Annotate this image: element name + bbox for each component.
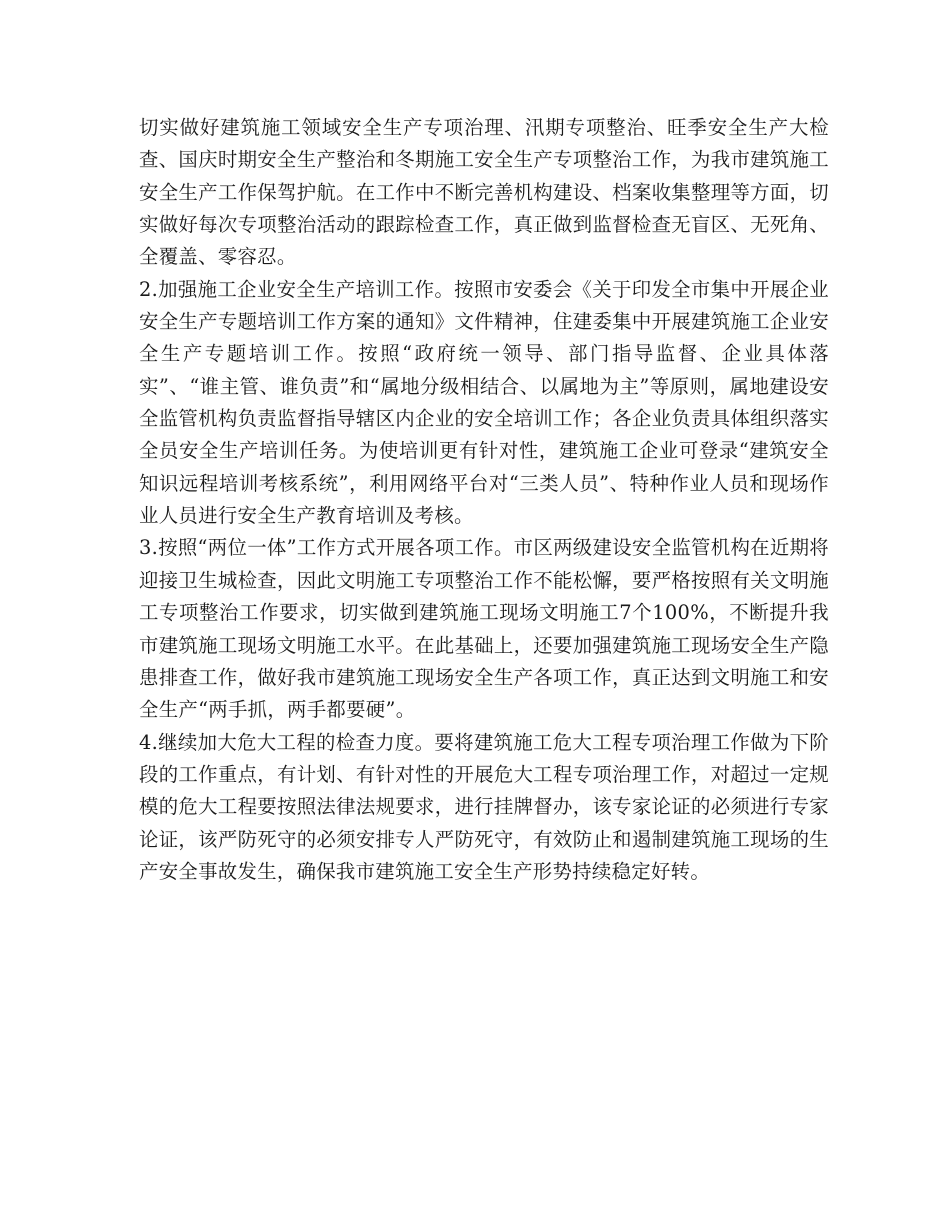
paragraph-item-3-civilized-construction: 3.按照“两位一体”工作方式开展各项工作。市区两级建设安全监管机构在近期将迎接卫生城检查，因此文明施工专项整治工作不能松懈，要严格按照有关文明施工专项整治工作要求，切实做到建筑施工现场文明施工7个100%，不断提升我市建筑施工现场文明施工水平。在此基础上，还要加强建筑施工现场安全生产隐患排查工作，做好我市建筑施工现场安全生产各项工作，真正达到文明施工和安全生产“两手抓，两手都要硬”。: [139, 536, 829, 722]
paragraph-item-2-training: 2.加强施工企业安全生产培训工作。按照市安委会《关于印发全市集中开展企业安全生产专题培训工作方案的通知》文件精神，住建委集中开展建筑施工企业安全生产专题培训工作。按照“政府统一领导、部门指导监督、企业具体落实”、“谁主管、谁负责”和“属地分级相结合、以属地为主”等原则，属地建设安全监管机构负责监督指导辖区内企业的安全培训工作；各企业负责具体组织落实全员安全生产培训任务。为使培训更有针对性，建筑施工企业可登录“建筑安全知识远程培训考核系统”，利用网络平台对“三类人员”、特种作业人员和现场作业人员进行安全生产教育培训及考核。: [139, 277, 829, 528]
paragraph-item-4-hazardous-projects: 4.继续加大危大工程的检查力度。要将建筑施工危大工程专项治理工作做为下阶段的工作重点，有计划、有针对性的开展危大工程专项治理工作，对超过一定规模的危大工程要按照法律法规要求，进行挂牌督办，该专家论证的必须进行专家论证，该严防死守的必须安排专人严防死守，有效防止和遏制建筑施工现场的生产安全事故发生，确保我市建筑施工安全生产形势持续稳定好转。: [139, 730, 829, 883]
document-body: [139, 112, 829, 888]
paragraph-intro: 切实做好建筑施工领域安全生产专项治理、汛期专项整治、旺季安全生产大检查、国庆时期安全生产整治和冬期施工安全生产专项整治工作，为我市建筑施工安全生产工作保驾护航。在工作中不断完善机构建设、档案收集整理等方面，切实做好每次专项整治活动的跟踪检查工作，真正做到监督检查无盲区、无死角、全覆盖、零容忍。: [139, 116, 829, 269]
